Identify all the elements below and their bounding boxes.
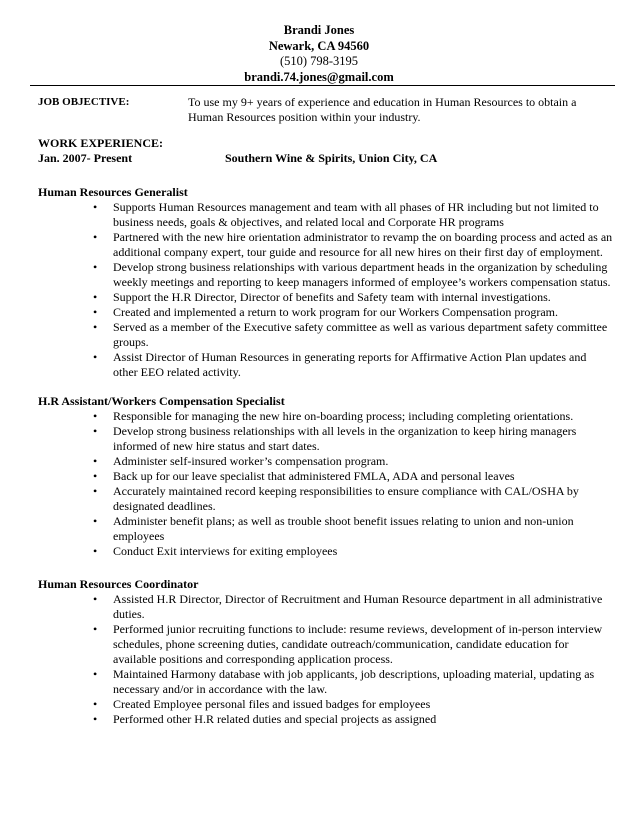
bullet-text: Support the H.R Director, Director of benefits and Safety team with internal investigations.	[113, 290, 551, 304]
bullet-icon: •	[93, 260, 98, 274]
candidate-phone: (510) 798-3195	[279, 54, 359, 68]
bullet-text: Performed junior recruiting functions to include: resume reviews, development of in-person interview schedules, phone screening duties, candidate outreach/communication, candidate education for available positions and corresponding application process.	[113, 622, 603, 666]
bullet-icon: •	[93, 592, 98, 606]
bullet-icon: •	[93, 350, 98, 364]
candidate-city: Newark, CA 94560	[268, 38, 370, 53]
work-experience-label: WORK EXPERIENCE:	[38, 136, 164, 150]
bullet-icon: •	[93, 667, 98, 681]
section-hr-coordinator	[38, 577, 613, 727]
employer-name: Southern Wine & Spirits, Union City, CA	[225, 151, 438, 165]
list-item	[38, 667, 613, 697]
bullet-icon: •	[93, 622, 98, 636]
bullet-icon: •	[93, 200, 98, 214]
bullet-icon: •	[93, 409, 98, 423]
bullet-icon: •	[93, 305, 98, 319]
bullet-text: Maintained Harmony database with job applicants, job descriptions, uploading material, updating as necessary and/or in accordance with the law.	[113, 667, 595, 696]
bullet-text: Conduct Exit interviews for exiting employees	[113, 544, 338, 558]
bullet-text: Develop strong business relationships with all levels in the organization to keep hiring managers informed of new hire status and start dates.	[113, 424, 577, 453]
list-item	[38, 350, 613, 380]
section-hr-generalist	[38, 185, 613, 380]
work-experience	[38, 136, 613, 166]
bullet-icon: •	[93, 697, 98, 711]
bullet-text: Performed other H.R related duties and special projects as assigned	[113, 712, 437, 726]
candidate-email: brandi.74.jones@gmail.com	[244, 69, 394, 84]
bullet-icon: •	[93, 484, 98, 498]
bullet-icon: •	[93, 712, 98, 726]
list-item	[38, 712, 613, 727]
candidate-name: Brandi Jones	[283, 23, 355, 37]
list-item	[38, 592, 613, 622]
bullet-text: Created Employee personal files and issued badges for employees	[113, 697, 431, 711]
bullet-text: Supports Human Resources management and team with all phases of HR including but not limited to business needs, goals & objectives, and related local and Corporate HR programs	[113, 200, 599, 229]
list-item	[38, 290, 613, 305]
bullet-icon: •	[93, 514, 98, 528]
bullet-text: Administer benefit plans; as well as trouble shoot benefit issues relating to union and non-union employees	[113, 514, 574, 543]
bullet-list	[38, 200, 613, 380]
bullet-text: Served as a member of the Executive safety committee as well as various department safety committee groups.	[113, 320, 608, 349]
bullet-icon: •	[93, 544, 98, 558]
bullet-icon: •	[93, 230, 98, 244]
section-hr-assistant	[38, 394, 613, 559]
list-item	[38, 697, 613, 712]
section-title: Human Resources Generalist	[38, 185, 188, 199]
list-item	[38, 514, 613, 544]
list-item	[38, 454, 613, 469]
list-item	[38, 320, 613, 350]
bullet-text: Develop strong business relationships with various department heads in the organization by scheduling weekly meetings and reporting to keep managers informed of employee’s workers compensation status.	[113, 260, 611, 289]
objective-text: To use my 9+ years of experience and education in Human Resources to obtain a Human Resources position within your industry.	[188, 95, 577, 124]
list-item	[38, 200, 613, 230]
list-item	[38, 469, 613, 484]
bullet-list	[38, 592, 613, 727]
resume-header	[0, 23, 638, 85]
bullet-icon: •	[93, 469, 98, 483]
bullet-text: Accurately maintained record keeping responsibilities to ensure compliance with CAL/OSHA by designated deadlines.	[113, 484, 579, 513]
bullet-icon: •	[93, 320, 98, 334]
bullet-text: Responsible for managing the new hire on-boarding process; including completing orientations.	[113, 409, 574, 423]
bullet-list	[38, 409, 613, 559]
employment-dates: Jan. 2007- Present	[38, 151, 133, 165]
section-title: H.R Assistant/Workers Compensation Specialist	[38, 394, 285, 408]
bullet-text: Partnered with the new hire orientation administrator to revamp the on boarding process and acted as an additional company expert, tour guide and resource for all new hires on their first day of employment.	[113, 230, 613, 259]
objective-label: JOB OBJECTIVE:	[38, 96, 130, 108]
bullet-text: Administer self-insured worker’s compensation program.	[113, 454, 389, 468]
list-item	[38, 424, 613, 454]
bullet-text: Created and implemented a return to work program for our Workers Compensation program.	[113, 305, 559, 319]
list-item	[38, 260, 613, 290]
bullet-icon: •	[93, 290, 98, 304]
bullet-text: Back up for our leave specialist that administered FMLA, ADA and personal leaves	[113, 469, 515, 483]
list-item	[38, 230, 613, 260]
list-item	[38, 544, 613, 559]
section-title: Human Resources Coordinator	[38, 577, 199, 591]
list-item	[38, 409, 613, 424]
list-item	[38, 622, 613, 667]
employment-row	[38, 151, 613, 166]
bullet-text: Assisted H.R Director, Director of Recruitment and Human Resource department in all administrative duties.	[113, 592, 603, 621]
list-item	[38, 484, 613, 514]
bullet-icon: •	[93, 454, 98, 468]
bullet-text: Assist Director of Human Resources in generating reports for Affirmative Action Plan updates and other EEO related activity.	[113, 350, 587, 379]
header-divider	[30, 85, 615, 86]
list-item	[38, 305, 613, 320]
bullet-icon: •	[93, 424, 98, 438]
